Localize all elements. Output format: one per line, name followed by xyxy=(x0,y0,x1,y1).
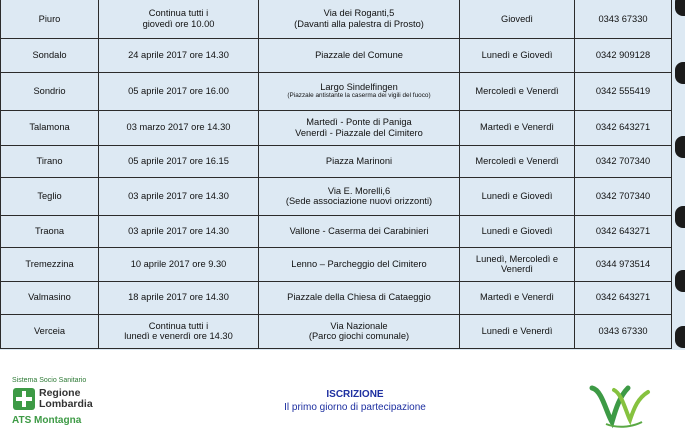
table-row xyxy=(1,215,672,247)
table-row xyxy=(1,110,672,145)
cell-town: Traona xyxy=(1,215,99,247)
cell-days-line: Giovedì xyxy=(500,13,534,24)
cell-days-line: Lunedì e Giovedì xyxy=(481,49,553,60)
cell-date-line: giovedì ore 10.00 xyxy=(142,18,215,29)
cell-date-line: 03 marzo 2017 ore 14.30 xyxy=(126,122,231,133)
cell-days xyxy=(460,0,575,38)
cell-place xyxy=(259,247,460,281)
cell-town: Piuro xyxy=(1,0,99,38)
cell-phone: 0344 973514 xyxy=(575,247,672,281)
cell-place-line: Piazza Marinoni xyxy=(325,155,393,166)
cell-place-line: Venerdì - Piazzale del Cimitero xyxy=(295,127,423,138)
cell-town: Sondrio xyxy=(1,72,99,110)
cell-days xyxy=(460,145,575,177)
cell-phone: 0342 643271 xyxy=(575,281,672,314)
table-row xyxy=(1,145,672,177)
enrollment-title: ISCRIZIONE xyxy=(326,389,384,400)
cell-date xyxy=(99,145,259,177)
regione-lombardia-logo xyxy=(10,377,140,432)
cell-place-line: Via E. Morelli,6 xyxy=(327,185,391,196)
cell-date-line: 03 aprile 2017 ore 14.30 xyxy=(128,225,229,236)
table-row xyxy=(1,281,672,314)
table-row xyxy=(1,38,672,72)
table-row xyxy=(1,247,672,281)
cell-days xyxy=(460,110,575,145)
cell-place-line: Via Nazionale xyxy=(330,320,388,331)
cell-days xyxy=(460,72,575,110)
cell-town: Teglio xyxy=(1,177,99,215)
cell-place xyxy=(259,215,460,247)
cell-date xyxy=(99,281,259,314)
table-row xyxy=(1,72,672,110)
cell-days-line: Lunedì e Giovedì xyxy=(481,190,553,201)
cell-days-line: Lunedì, Mercoledì e xyxy=(475,253,559,264)
table-row xyxy=(1,0,672,38)
cell-date-line: 18 aprile 2017 ore 14.30 xyxy=(128,292,229,303)
cell-date-line: Continua tutti i xyxy=(148,8,209,19)
cell-place-line: Martedì - Ponte di Paniga xyxy=(306,117,412,127)
logo-name xyxy=(39,388,93,410)
cell-days xyxy=(460,247,575,281)
cell-days-line: Mercoledì e Venerdì xyxy=(475,155,559,166)
cell-phone: 0343 67330 xyxy=(575,314,672,348)
cell-days-line: Lunedì e Giovedì xyxy=(481,225,553,236)
footprint-icons-strip xyxy=(671,0,685,350)
walking-group-logo-icon xyxy=(586,378,656,430)
cell-date-line: 05 aprile 2017 ore 16.15 xyxy=(128,155,229,166)
footprint-icon xyxy=(675,62,685,84)
cell-phone: 0342 643271 xyxy=(575,110,672,145)
cell-place-line: Lenno – Parcheggio del Cimitero xyxy=(291,258,427,269)
cell-phone: 0342 643271 xyxy=(575,215,672,247)
logo-tagline: Sistema Socio Sanitario xyxy=(12,377,87,384)
cell-place xyxy=(259,314,460,348)
cell-place xyxy=(259,38,460,72)
cell-town: Valmasino xyxy=(1,281,99,314)
cell-date-line: 10 aprile 2017 ore 9.30 xyxy=(130,258,227,269)
cell-days xyxy=(460,314,575,348)
logo-name-line-2: Lombardia xyxy=(39,398,93,410)
cell-place xyxy=(259,72,460,110)
cell-town: Sondalo xyxy=(1,38,99,72)
cell-place-line: Piazzale della Chiesa di Cataeggio xyxy=(287,292,431,303)
cell-days xyxy=(460,177,575,215)
table-row xyxy=(1,314,672,348)
footer xyxy=(0,350,685,436)
cell-phone: 0342 707340 xyxy=(575,145,672,177)
cell-place-note: (Piazzale antistante la caserma dei vigili del fuoco) xyxy=(287,92,431,100)
footprint-icon xyxy=(675,136,685,158)
cell-date xyxy=(99,72,259,110)
cell-place-line: Largo Sindelfingen xyxy=(320,81,398,92)
cell-town: Tremezzina xyxy=(1,247,99,281)
cell-date xyxy=(99,38,259,72)
cell-date xyxy=(99,110,259,145)
cell-days xyxy=(460,215,575,247)
cell-place-line: Vallone - Caserma dei Carabinieri xyxy=(289,225,429,236)
cell-days xyxy=(460,281,575,314)
cell-town: Tirano xyxy=(1,145,99,177)
cell-place-line: Via dei Roganti,5 xyxy=(323,8,395,19)
footprint-icon xyxy=(675,270,685,292)
enrollment-note xyxy=(250,389,460,413)
cell-town: Talamona xyxy=(1,110,99,145)
cell-days xyxy=(460,38,575,72)
cell-date-line: 03 aprile 2017 ore 14.30 xyxy=(128,190,229,201)
cell-date xyxy=(99,314,259,348)
cell-place xyxy=(259,281,460,314)
cell-days-line: Martedì e Venerdì xyxy=(480,292,554,303)
cell-date xyxy=(99,215,259,247)
cell-days-line: Mercoledì e Venerdì xyxy=(475,85,559,96)
cell-date xyxy=(99,247,259,281)
footprint-icon xyxy=(675,0,685,16)
cell-days-line: Martedì e Venerdì xyxy=(480,122,554,133)
table-row xyxy=(1,177,672,215)
cell-phone: 0342 555419 xyxy=(575,72,672,110)
cell-place xyxy=(259,0,460,38)
cell-town: Verceia xyxy=(1,314,99,348)
cell-date-line: 05 aprile 2017 ore 16.00 xyxy=(128,85,229,96)
cell-place xyxy=(259,145,460,177)
cell-date xyxy=(99,0,259,38)
enrollment-text: Il primo giorno di partecipazione xyxy=(284,402,426,413)
cell-place xyxy=(259,177,460,215)
cell-days-line: Venerdì xyxy=(500,264,534,274)
cell-phone: 0342 707340 xyxy=(575,177,672,215)
footprint-icon xyxy=(675,206,685,228)
cell-date-line: Continua tutti i xyxy=(148,320,209,331)
walking-group-logo xyxy=(586,378,656,430)
cell-date-line: lunedì e venerdì ore 14.30 xyxy=(124,331,233,341)
cell-phone: 0343 67330 xyxy=(575,0,672,38)
cell-date-line: 24 aprile 2017 ore 14.30 xyxy=(128,49,229,60)
cell-date xyxy=(99,177,259,215)
logo-name-line-1: Regione xyxy=(39,387,81,399)
cell-days-line: Lunedì e Venerdì xyxy=(481,325,553,336)
lombardia-cross-icon xyxy=(13,388,35,410)
footprint-icon xyxy=(675,326,685,348)
logo-ats-montagna: ATS Montagna xyxy=(12,415,82,426)
cell-place-line: (Sede associazione nuovi orizzonti) xyxy=(285,196,433,206)
cell-place xyxy=(259,110,460,145)
cell-place-line: Piazzale del Comune xyxy=(315,49,403,60)
cell-place-line: (Parco giochi comunale) xyxy=(308,331,410,341)
cell-phone: 0342 909128 xyxy=(575,38,672,72)
cell-place-line: (Davanti alla palestra di Prosto) xyxy=(294,18,424,29)
